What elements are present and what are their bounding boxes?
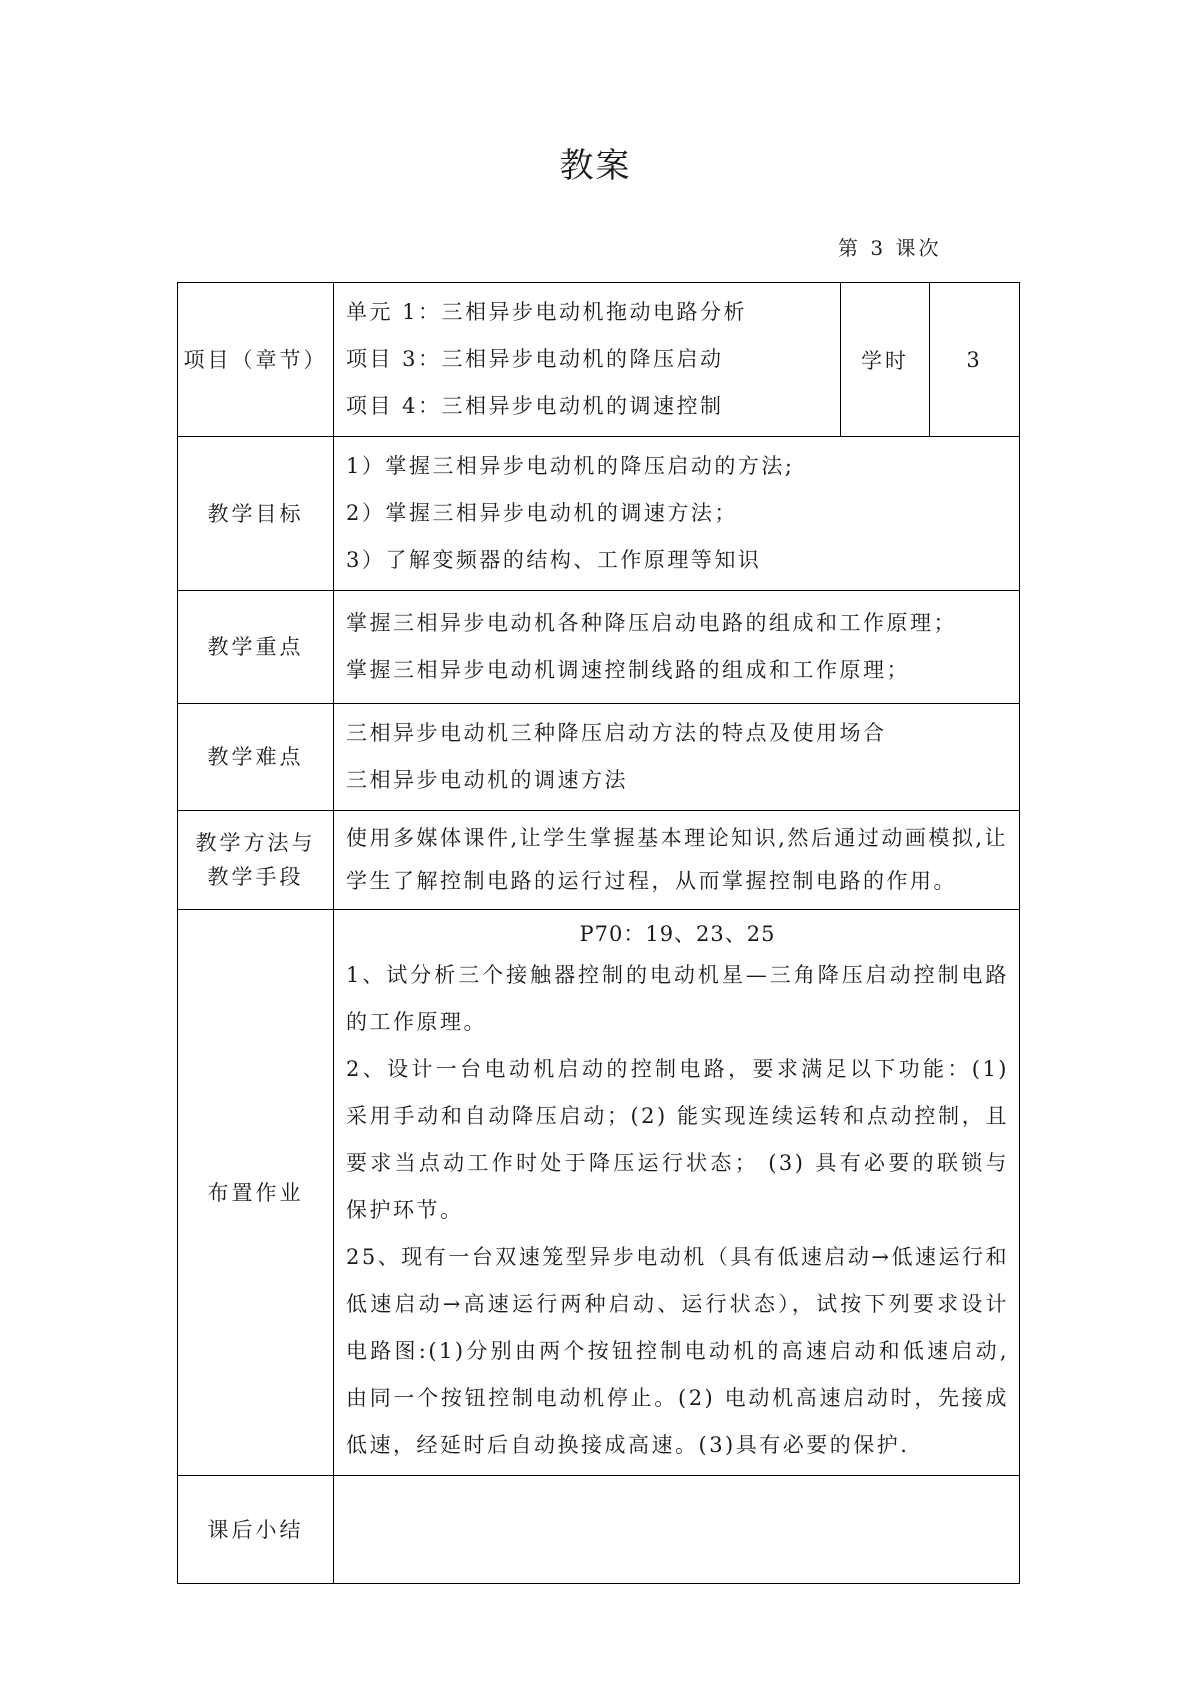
key-point-item: 掌握三相异步电动机调速控制线路的组成和工作原理； xyxy=(346,658,910,682)
row-summary xyxy=(178,1476,1020,1584)
lesson-plan-table xyxy=(177,282,1020,1584)
difficulty-item: 三相异步电动机三种降压启动方法的特点及使用场合 xyxy=(346,721,887,745)
project-line: 项目 3：三相异步电动机的降压启动 xyxy=(346,347,724,371)
objective-item: 3）了解变频器的结构、工作原理等知识 xyxy=(346,548,762,572)
row-objectives xyxy=(178,437,1020,591)
methods-content xyxy=(334,811,1020,910)
objective-item: 2）掌握三相异步电动机的调速方法； xyxy=(346,501,738,525)
methods-label-line: 教学手段 xyxy=(207,865,304,889)
methods-label xyxy=(178,811,334,910)
key-point-item: 掌握三相异步电动机各种降压启动电路的组成和工作原理； xyxy=(346,611,957,635)
key-points-content xyxy=(334,591,1020,704)
row-homework xyxy=(178,910,1020,1476)
project-line: 单元 1：三相异步电动机拖动电路分析 xyxy=(346,300,748,324)
homework-heading: P70：19、23、25 xyxy=(579,922,776,946)
row-methods xyxy=(178,811,1020,910)
homework-item: 25、现有一台双速笼型异步电动机（具有低速启动→低速运行和低速启动→高速运行两种启动、运行状态），试按下列要求设计电路图:(1)分别由两个按钮控制电动机的高速启动和低速启动,由同一个按钮控制电动机停止。(2) 电动机高速启动时，先接成低速，经延时后自动换接成高速。(3)具有必要的保护. xyxy=(346,1245,1009,1457)
homework-content xyxy=(334,910,1020,1476)
project-label: 项目（章节） xyxy=(178,283,334,437)
summary-label: 课后小结 xyxy=(178,1476,334,1584)
homework-label: 布置作业 xyxy=(178,910,334,1476)
row-key-points xyxy=(178,591,1020,704)
row-difficulties xyxy=(178,704,1020,811)
homework-item: 1、试分析三个接触器控制的电动机星—三角降压启动控制电路的工作原理。 xyxy=(346,963,1009,1034)
page-title: 教案 xyxy=(559,146,632,186)
summary-content xyxy=(334,1476,1020,1584)
hours-label: 学时 xyxy=(841,283,930,437)
project-content xyxy=(334,283,841,437)
lesson-number: 第 3 课次 xyxy=(838,236,942,260)
difficulties-content xyxy=(334,704,1020,811)
key-points-label: 教学重点 xyxy=(178,591,334,704)
difficulties-label: 教学难点 xyxy=(178,704,334,811)
objectives-label: 教学目标 xyxy=(178,437,334,591)
methods-text: 使用多媒体课件,让学生掌握基本理论知识,然后通过动画模拟,让学生了解控制电路的运行过程，从而掌握控制电路的作用。 xyxy=(346,826,1009,893)
project-line: 项目 4：三相异步电动机的调速控制 xyxy=(346,394,724,418)
difficulty-item: 三相异步电动机的调速方法 xyxy=(346,768,628,792)
objective-item: 1）掌握三相异步电动机的降压启动的方法; xyxy=(346,454,795,478)
homework-item: 2、设计一台电动机启动的控制电路，要求满足以下功能：(1)采用手动和自动降压启动；(2) 能实现连续运转和点动控制，且要求当点动工作时处于降压运行状态； (3) 具有必要的联锁与保护环节。 xyxy=(346,1057,1009,1222)
methods-label-line: 教学方法与 xyxy=(195,831,316,855)
hours-value: 3 xyxy=(930,283,1020,437)
objectives-content xyxy=(334,437,1020,591)
row-project xyxy=(178,283,1020,437)
